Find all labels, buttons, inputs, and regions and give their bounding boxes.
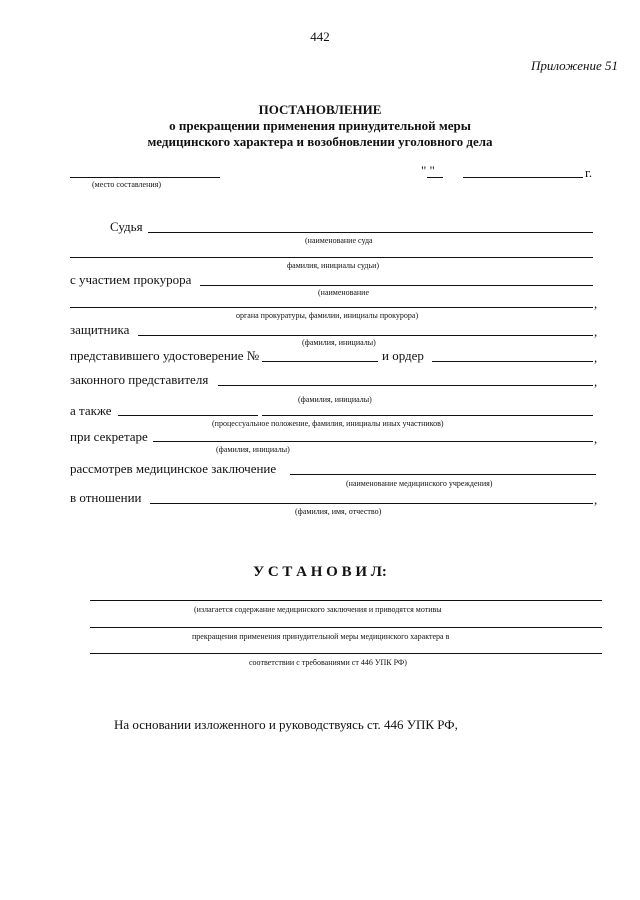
- judge-label: Судья: [110, 219, 143, 234]
- defender-line: [138, 335, 593, 336]
- established-caption-2: прекращения применения принудительной меры медицинского характера в: [192, 632, 450, 641]
- comma: ,: [594, 350, 598, 365]
- closing-text: На основании изложенного и руководствуясь ст. 446 УПК РФ,: [114, 717, 458, 732]
- judge-name-line: [70, 257, 593, 258]
- prosecutor-caption-2: органа прокуратуры, фамилии, инициалы прокурора): [236, 311, 419, 320]
- prosecutor-label: с участием прокурора: [70, 272, 192, 287]
- document-subtitle-1: о прекращении применения принудительной меры: [169, 118, 471, 133]
- judge-line: [148, 232, 593, 233]
- date-quote: " ": [421, 163, 435, 178]
- legal-rep-caption: (фамилия, инициалы): [298, 395, 372, 404]
- court-caption: (наименование суда: [305, 236, 373, 245]
- defender-label: защитника: [70, 322, 130, 337]
- regarding-label: в отношении: [70, 490, 142, 505]
- date-day-line: [427, 177, 443, 178]
- established-line-3: [90, 653, 602, 654]
- order-line: [432, 361, 593, 362]
- medical-line: [290, 474, 596, 475]
- page-number: 442: [310, 29, 330, 44]
- prosecutor-caption-1: (наименование: [318, 288, 370, 297]
- prosecutor-line: [200, 285, 593, 286]
- judge-name-caption: фамилия, инициалы судьи): [287, 261, 380, 270]
- also-line-2: [262, 415, 593, 416]
- certificate-label: представившего удостоверение №: [70, 348, 260, 363]
- regarding-line: [150, 503, 593, 504]
- date-month-line: [463, 177, 583, 178]
- legal-rep-label: законного представителя: [70, 372, 209, 387]
- legal-rep-line: [218, 385, 593, 386]
- place-caption: (место составления): [92, 180, 161, 189]
- certificate-number-line: [262, 361, 378, 362]
- document-title: ПОСТАНОВЛЕНИЕ: [258, 102, 382, 117]
- established-caption-1: (излагается содержание медицинского заключения и приводятся мотивы: [194, 605, 442, 614]
- comma: ,: [594, 296, 598, 311]
- comma: ,: [594, 324, 598, 339]
- secretary-caption: (фамилия, инициалы): [216, 445, 290, 454]
- also-line-1: [118, 415, 258, 416]
- prosecutor-line-2: [70, 307, 593, 308]
- medical-caption: (наименование медицинского учреждения): [346, 479, 493, 488]
- also-caption: (процессуальное положение, фамилия, инициалы иных участников): [212, 419, 444, 428]
- regarding-caption: (фамилия, имя, отчество): [295, 507, 382, 516]
- also-label: а также: [70, 403, 112, 418]
- established-heading: У С Т А Н О В И Л:: [253, 564, 387, 580]
- appendix-label: Приложение 51: [530, 58, 618, 73]
- date-suffix: г.: [585, 165, 593, 180]
- secretary-label: при секретаре: [70, 429, 148, 444]
- established-line-2: [90, 627, 602, 628]
- comma: ,: [594, 431, 598, 446]
- place-line: [70, 177, 220, 178]
- established-caption-3: соответствии с требованиями ст 446 УПК РФ): [249, 658, 407, 667]
- medical-label: рассмотрев медицинское заключение: [70, 461, 277, 476]
- secretary-line: [153, 441, 593, 442]
- comma: ,: [594, 374, 598, 389]
- document-subtitle-2: медицинского характера и возобновлении уголовного дела: [147, 134, 493, 149]
- comma: ,: [594, 492, 598, 507]
- established-line-1: [90, 600, 602, 601]
- order-label: и ордер: [382, 348, 424, 363]
- defender-caption: (фамилия, инициалы): [302, 338, 376, 347]
